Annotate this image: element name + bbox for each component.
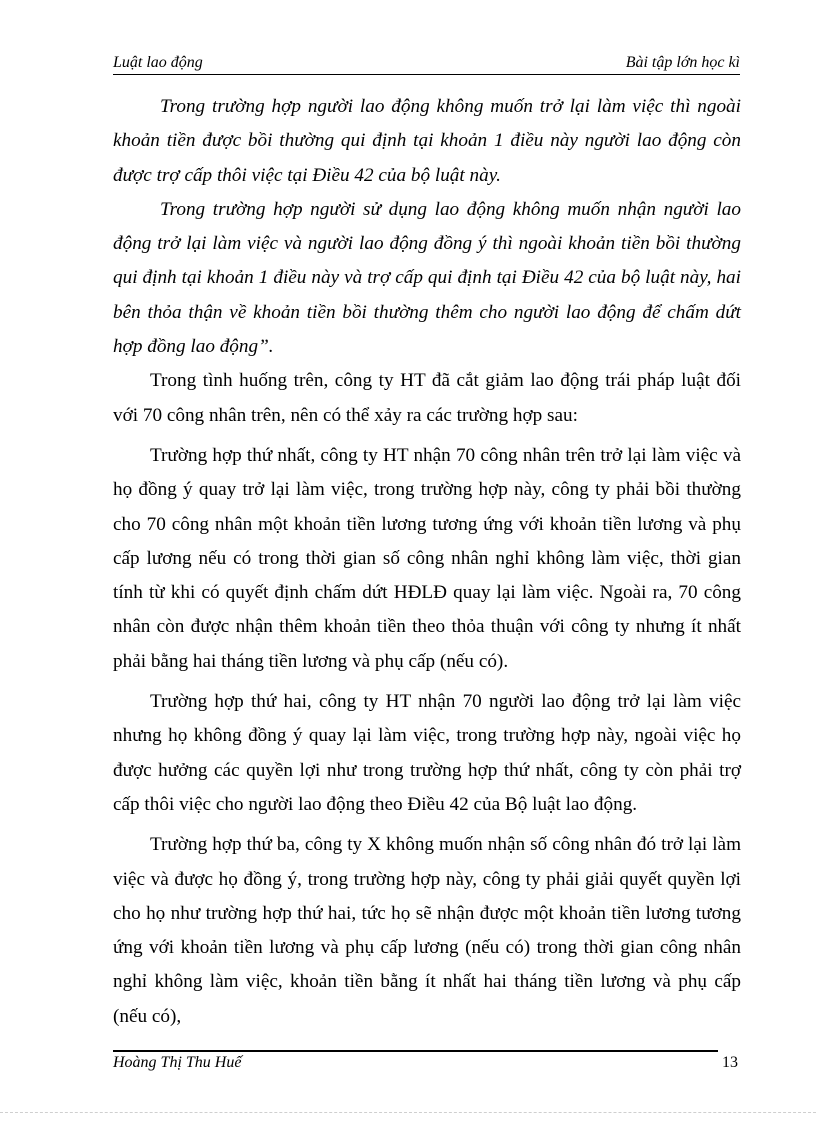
document-body — [113, 90, 741, 1040]
body-paragraph: Trường hợp thứ hai, công ty HT nhận 70 người lao động trở lại làm việc nhưng họ không đồng ý quay lại làm việc, trong trường hợp này, ngoài việc họ được hưởng các quyền lợi như trong trường hợp thứ nhất, công ty còn phải trợ cấp thôi việc cho người lao động theo Điều 42 của Bộ luật lao động. — [113, 691, 741, 815]
body-paragraph: Trường hợp thứ ba, công ty X không muốn nhận số công nhân đó trở lại làm việc và được họ đồng ý, trong trường hợp này, công ty phải giải quyết quyền lợi cho họ như trường hợp thứ hai, tức họ sẽ nhận được một khoản tiền lương tương ứng với khoản tiền lương và phụ cấp lương (nếu có) trong thời gian công nhân nghỉ không làm việc, khoản tiền bằng ít nhất hai tháng tiền lương và phụ cấp (nếu có), — [113, 834, 741, 1027]
header-subject: Luật lao động — [113, 54, 203, 71]
body-paragraph: Trong tình huống trên, công ty HT đã cắt giảm lao động trái pháp luật đối với 70 công nhân trên, nên có thể xảy ra các trường hợp sau: — [113, 370, 741, 426]
footer-divider — [113, 1050, 718, 1052]
quote-paragraph: Trong trường hợp người sử dụng lao động không muốn nhận người lao động trở lại làm việc và người lao động đồng ý thì ngoài khoản tiền bồi thường qui định tại khoản 1 điều này và trợ cấp qui định tại Điều 42 của bộ luật này, hai bên thỏa thận về khoản tiền bồi thường thêm cho người lao động để chấm dứt hợp đồng lao động”. — [113, 198, 741, 358]
page-number: 13 — [722, 1054, 738, 1071]
footer-author: Hoàng Thị Thu Huế — [113, 1054, 242, 1071]
body-paragraph: Trường hợp thứ nhất, công ty HT nhận 70 công nhân trên trở lại làm việc và họ đồng ý quay trở lại làm việc, trong trường hợp này, công ty phải bồi thường cho 70 công nhân một khoản tiền lương tương ứng với khoản tiền lương và phụ cấp lương nếu có trong thời gian số công nhân nghỉ không làm việc, thời gian tính từ khi có quyết định chấm dứt HĐLĐ quay lại làm việc. Ngoài ra, 70 công nhân còn được nhận thêm khoản tiền theo thỏa thuận với công ty nhưng ít nhất phải bằng hai tháng tiền lương và phụ cấp (nếu có). — [113, 444, 741, 672]
quote-paragraph: Trong trường hợp người lao động không muốn trở lại làm việc thì ngoài khoản tiền được bồi thường qui định tại khoản 1 điều này người lao động còn được trợ cấp thôi việc tại Điều 42 của bộ luật này. — [113, 96, 741, 186]
page-header — [113, 52, 740, 75]
page-edge — [0, 1112, 816, 1113]
header-assignment: Bài tập lớn học kì — [625, 54, 740, 71]
